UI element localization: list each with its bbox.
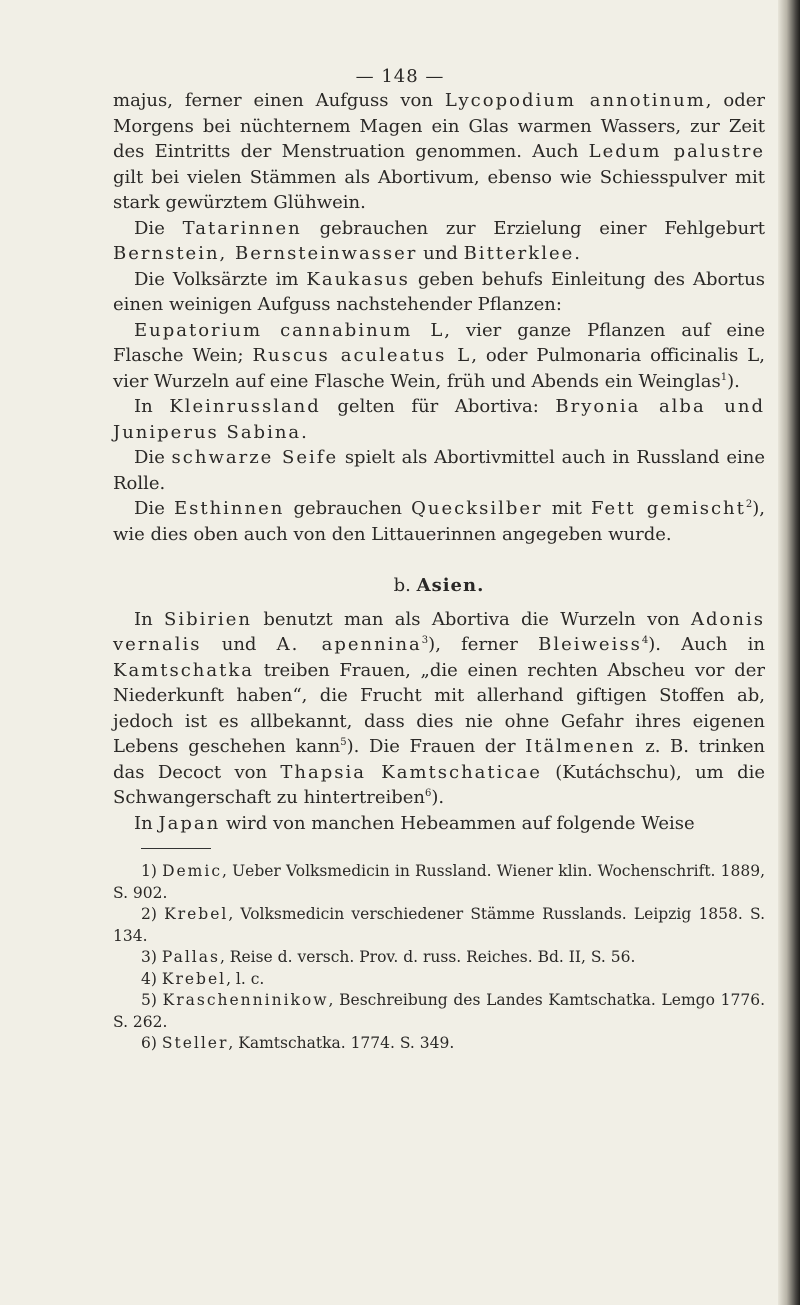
section-heading: b. Asien. — [393, 575, 485, 596]
paragraph: Die Esthinnen gebrauchen Quecksilber mit Fett gemischt$^2$), wie dies oben auch von den Littauerinnen angegeben wurde. — [113, 498, 765, 545]
paragraph: Eupatorium cannabinum L, vier ganze Pflanzen auf eine Flasche Wein; Ruscus aculeatus L, oder Pulmonaria officinalis L, vier Wurzeln auf eine Flasche Wein, früh und Abends ein Weinglas$^1$). — [113, 319, 765, 392]
footnote: 5) Kraschenninikow, Beschreibung des Landes Kamtschatka. Lemgo 1776. S. 262. — [113, 991, 765, 1031]
paragraph: majus, ferner einen Aufguss von Lycopodium annotinum, oder Morgens bei nüchternem Magen ein Glas warmen Wassers, zur Zeit des Eintritts der Menstruation genommen. Auch Ledum palustre gilt bei vielen Stämmen als Abortivum, ebenso wie Schiesspulver mit stark gewürztem Glühwein. — [113, 90, 766, 213]
footnote: 2) Krebel, Volksmedicin verschiedener Stämme Russlands. Leipzig 1858. S. 134. — [113, 905, 765, 945]
paragraph: Die Volksärzte im Kaukasus geben behufs Einleitung des Abortus einen weinigen Aufguss nachstehender Pflanzen: — [113, 268, 765, 315]
footnote: 3) Pallas, Reise d. versch. Prov. d. russ. Reiches. Bd. II, S. 56. — [141, 948, 636, 966]
page-edge-shadow — [778, 0, 800, 1305]
page-number: — 148 — — [355, 66, 445, 87]
paragraph: Die Tatarinnen gebrauchen zur Erzielung einer Fehlgeburt Bernstein, Bernsteinwasser und Bitterklee. — [113, 217, 765, 264]
paragraph: In Sibirien benutzt man als Abortiva die Wurzeln von Adonis vernalis und A. apennina$^3$), ferner Bleiweiss$^4$). Auch in Kamtschatka treiben Frauen, „die einen rechten Abscheu vor der Niederkunft haben“, die Frucht mit allerhand giftigen Stoffen ab, jedoch ist es allbekannt, dass dies nie ohne Gefahr ihres eigenen Lebens geschehen kann$^5$). Die Frauen der Itälmenen z. B. trinken das Decoct von Thapsia Kamtschaticae (Kutáchschu), um die Schwangerschaft zu hintertreiben$^6$). — [113, 608, 765, 808]
footnote: 1) Demic, Ueber Volksmedicin in Russland. Wiener klin. Wochenschrift. 1889, S. 902. — [113, 862, 765, 902]
main-text — [113, 88, 765, 1055]
footnote: 6) Steller, Kamtschatka. 1774. S. 349. — [141, 1034, 455, 1052]
paragraph: In Japan wird von manchen Hebeammen auf folgende Weise — [134, 812, 695, 834]
paragraph: Die schwarze Seife spielt als Abortivmittel auch in Russland eine Rolle. — [113, 447, 765, 494]
footnote-rule — [141, 848, 211, 849]
paragraph: In Kleinrussland gelten für Abortiva: Bryonia alba und Juniperus Sabina. — [113, 396, 766, 443]
footnotes — [113, 861, 765, 1055]
footnote: 4) Krebel, l. c. — [141, 969, 265, 988]
